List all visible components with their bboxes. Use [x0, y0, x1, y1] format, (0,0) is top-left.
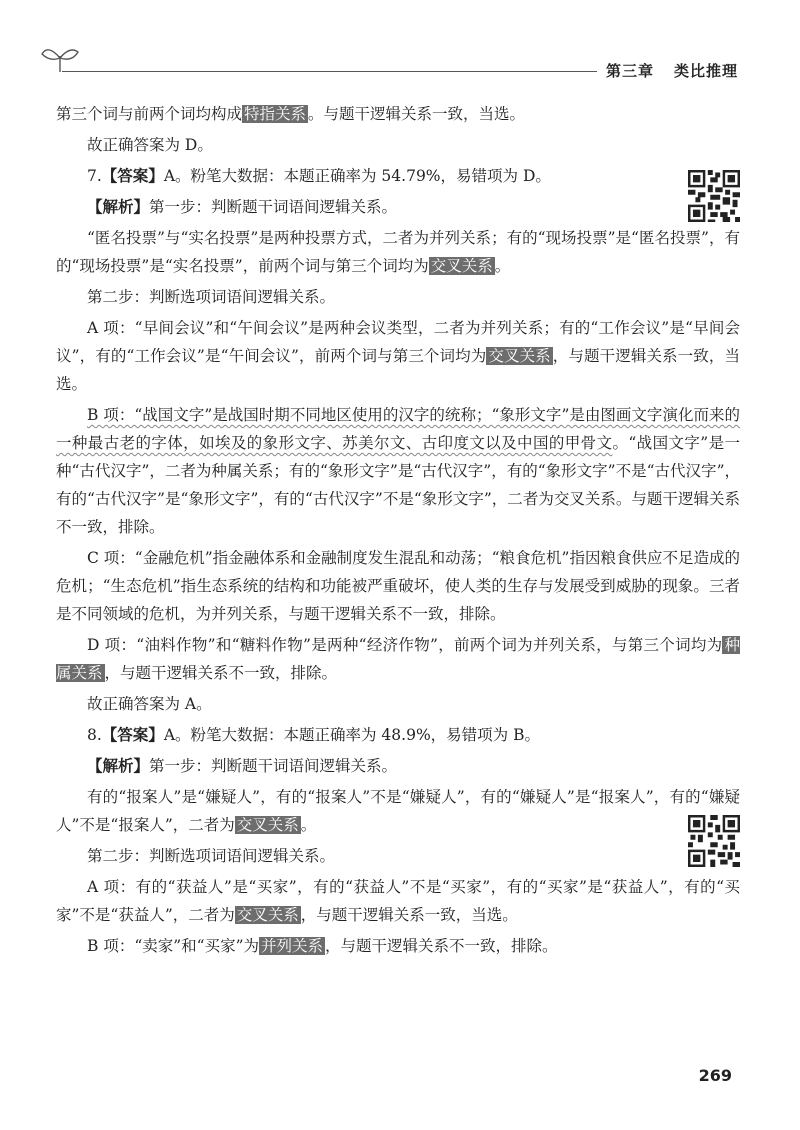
answer-text: A。粉笔大数据：本题正确率为 54.79%，易错项为 D。	[163, 167, 551, 185]
analysis-label: 【解析】	[87, 757, 150, 775]
text-span: 。	[300, 816, 317, 834]
paragraph	[56, 224, 740, 280]
text-span: 。	[494, 257, 511, 275]
text-span: A 项：“早间会议”和“午间会议”是两种会议类型，二者为并列关系；有的“工作会议”是“早间会议”，有的“工作会议”是“午间会议”，前两个词与第三个词均为	[56, 319, 740, 365]
analysis-text: 第一步：判断题干词语间逻辑关系。	[149, 757, 398, 775]
text-span: ，与题干逻辑关系一致，当选。	[56, 347, 740, 393]
answer-label: 【答案】	[101, 726, 164, 744]
text-span: A 项：有的“获益人”是“买家”，有的“获益人”不是“买家”，有的“买家”是“获益人”，有的“买家”不是“获益人”，二者为	[56, 878, 740, 924]
answer-label: 【答案】	[101, 167, 164, 185]
answer-text: A。粉笔大数据：本题正确率为 48.9%，易错项为 B。	[163, 726, 540, 744]
analysis-line	[56, 752, 740, 780]
chapter-title: 类比推理	[673, 62, 738, 80]
wavy-underlined-text: B 项：“战国文字”是战国时期不同地区使用的汉字的统称；“象形文字”是由图画文字演化而来的一种最古老的字体，如埃及的象形文字、苏美尔文、古印度文以及中国的甲骨文	[56, 406, 740, 452]
paragraph	[56, 873, 740, 929]
text-span: B 项：“卖家”和“买家”为	[87, 937, 260, 955]
highlight-term: 特指关系	[244, 105, 307, 123]
paragraph: C 项：“金融危机”指金融体系和金融制度发生混乱和动荡；“粮食危机”指因粮食供应不足造成的危机；“生态危机”指生态系统的结构和功能被严重破坏，使人类的生存与发展受到威胁的现象。三者是不同领域的危机，为并列关系，与题干逻辑关系不一致，排除。	[56, 549, 740, 623]
paragraph: 第二步：判断选项词语间逻辑关系。	[87, 847, 336, 865]
paragraph	[56, 100, 740, 128]
highlight-term: 交叉关系	[236, 906, 299, 924]
header-rule	[62, 71, 597, 72]
highlight-term: 交叉关系	[430, 257, 493, 275]
text-span: D 项：“油料作物”和“糖料作物”是两种“经济作物”，前两个词为并列关系，与第三个词均为	[87, 636, 723, 654]
answer-explanations	[56, 100, 740, 963]
highlight-term: 交叉关系	[488, 347, 551, 365]
paragraph: 故正确答案为 A。	[87, 695, 212, 713]
text-span: 。与题干逻辑关系一致，当选。	[308, 105, 526, 123]
highlight-term: 种属关系	[56, 636, 740, 682]
paragraph: 故正确答案为 D。	[87, 136, 213, 154]
paragraph	[56, 932, 740, 960]
answer-line	[56, 162, 740, 190]
paragraph	[56, 314, 740, 398]
question-number: 8.	[87, 726, 102, 744]
running-header	[606, 60, 738, 81]
text-span: ，与题干逻辑关系不一致，排除。	[104, 664, 338, 682]
paragraph	[56, 631, 740, 687]
highlight-term: 交叉关系	[236, 816, 299, 834]
text-span: 。“战国文字”是一种“古代汉字”，二者为种属关系；有的“象形文字”是“古代汉字”，有的“象形文字”不是“古代汉字”，有的“古代汉字”是“象形文字”，有的“古代汉字”不是“象形文字”，二者为交叉关系。与题干逻辑关系不一致，排除。	[56, 434, 740, 536]
text-span: ，与题干逻辑关系一致，当选。	[300, 906, 518, 924]
paragraph	[56, 783, 740, 839]
analysis-text: 第一步：判断题干词语间逻辑关系。	[149, 198, 398, 216]
text-span: “匿名投票”与“实名投票”是两种投票方式，二者为并列关系；有的“现场投票”是“匿名投票”，有的“现场投票”是“实名投票”，前两个词与第三个词均为	[56, 229, 740, 275]
answer-line	[56, 721, 740, 749]
analysis-label: 【解析】	[87, 198, 150, 216]
page-number: 269	[698, 1066, 732, 1085]
question-number: 7.	[87, 167, 102, 185]
chapter-label: 第三章	[605, 62, 654, 80]
paragraph: 第二步：判断选项词语间逻辑关系。	[87, 288, 336, 306]
text-span: 第三个词与前两个词均构成	[56, 105, 243, 123]
text-span: 有的“报案人”是“嫌疑人”，有的“报案人”不是“嫌疑人”，有的“嫌疑人”是“报案人”，有的“嫌疑人”不是“报案人”，二者为	[56, 788, 740, 834]
highlight-term: 并列关系	[261, 937, 324, 955]
paragraph	[56, 401, 740, 541]
analysis-line	[56, 193, 740, 221]
text-span: ，与题干逻辑关系不一致，排除。	[325, 937, 558, 955]
